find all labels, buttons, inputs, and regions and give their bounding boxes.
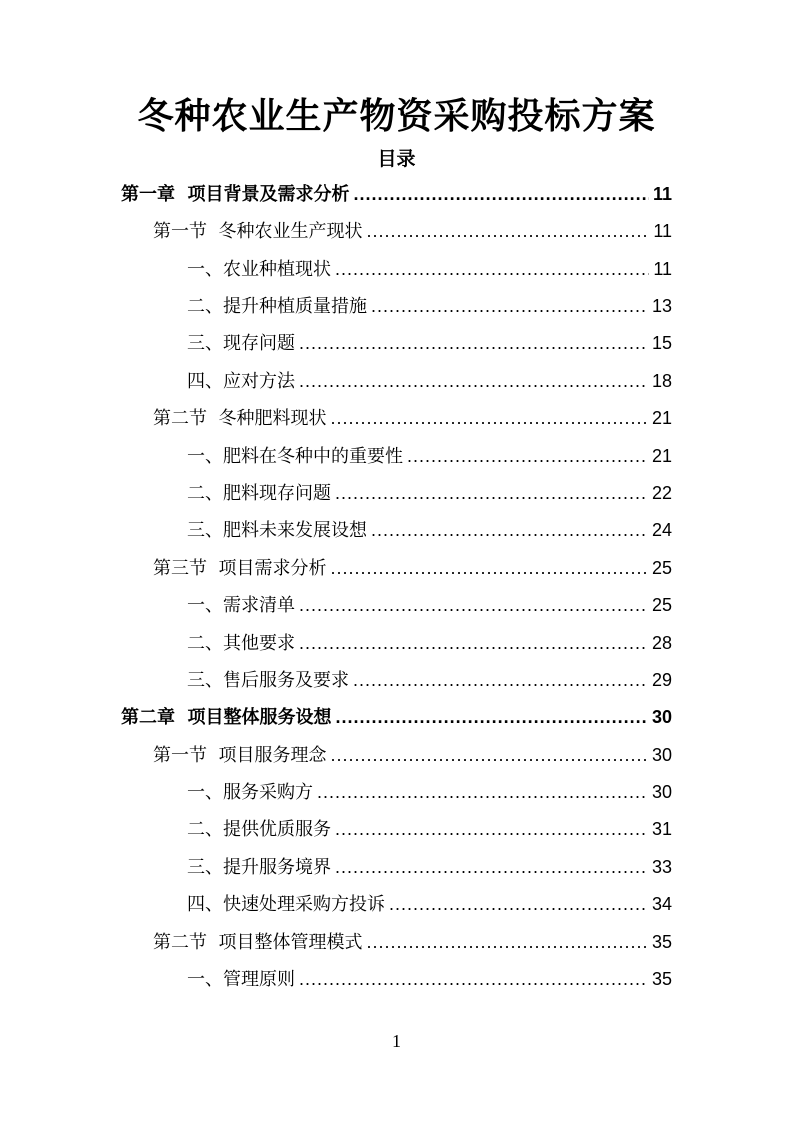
toc-leader-dots [354,179,649,209]
toc-leader-dots [336,702,648,732]
toc-entry-page: 29 [651,670,672,690]
toc-entry[interactable] [121,179,672,209]
toc-entry[interactable] [187,628,672,658]
toc-entry[interactable] [187,665,672,695]
toc-leader-dots [366,216,649,246]
toc-entry-label: 三、售后服务及要求 [187,670,349,691]
toc-leader-dots [299,328,648,358]
toc-entry-page: 22 [651,483,672,503]
toc-entry[interactable] [187,291,672,321]
toc-entry-page: 11 [653,259,672,279]
toc-entry[interactable] [187,889,672,919]
toc-leader-dots [330,403,648,433]
toc-entry-page: 25 [651,558,672,578]
page-number: 1 [392,1031,401,1051]
toc-leader-dots [299,590,648,620]
document-title: 冬种农业生产物资采购投标方案 [137,96,656,137]
toc-entry[interactable] [187,254,672,284]
toc-leader-dots [299,964,648,994]
toc-entry-label: 第二节 项目整体管理模式 [153,932,363,953]
toc-entry-page: 21 [651,446,672,466]
toc-entry-label: 四、应对方法 [187,371,295,392]
toc-leader-dots [299,366,648,396]
toc-entry-label: 一、农业种植现状 [187,259,331,280]
toc-entry[interactable] [153,927,672,957]
toc-entry-page: 15 [651,333,672,353]
toc-entry[interactable] [187,814,672,844]
toc-leader-dots [335,852,648,882]
toc-entry-label: 三、提升服务境界 [187,857,331,878]
toc-entry-page: 31 [651,819,672,839]
toc-entry-label: 一、需求清单 [187,595,295,616]
toc-entry-page: 18 [651,371,672,391]
toc-entry[interactable] [187,366,672,396]
toc-entry[interactable] [187,478,672,508]
toc-entry-page: 13 [651,296,672,316]
toc-entry[interactable] [187,515,672,545]
toc-entry-page: 35 [651,969,672,989]
toc-entry[interactable] [121,702,672,732]
toc-entry[interactable] [187,852,672,882]
toc-leader-dots [335,814,648,844]
toc-entry-label: 二、提供优质服务 [187,819,331,840]
toc-entry-page: 30 [651,745,672,765]
toc-entry-label: 三、现存问题 [187,333,295,354]
toc-entry-label: 一、管理原则 [187,969,295,990]
toc-entry-label: 二、肥料现存问题 [187,483,331,504]
toc-entry-label: 第二章 项目整体服务设想 [121,707,332,728]
toc-entry[interactable] [187,328,672,358]
toc-leader-dots [389,889,648,919]
toc-leader-dots [366,927,648,957]
toc-entry-label: 三、肥料未来发展设想 [187,520,367,541]
toc-entry-label: 第三节 项目需求分析 [153,558,327,579]
toc-entry-label: 第一章 项目背景及需求分析 [121,184,350,205]
toc-entry-label: 第一节 项目服务理念 [153,745,327,766]
toc-entry[interactable] [187,441,672,471]
toc-entry[interactable] [153,403,672,433]
toc-entry-page: 11 [652,184,672,204]
toc-entry-page: 30 [651,707,672,727]
toc-entry-label: 第二节 冬种肥料现状 [153,408,327,429]
toc-entry-page: 25 [651,595,672,615]
toc-entry-page: 24 [651,520,672,540]
toc-heading: 目录 [377,148,416,170]
toc-entry-page: 11 [653,221,672,241]
toc-entry-page: 28 [651,633,672,653]
toc-leader-dots [299,628,648,658]
toc-leader-dots [330,740,648,770]
toc-entry[interactable] [187,590,672,620]
toc-entry-label: 一、服务采购方 [187,782,313,803]
toc-entry-label: 第一节 冬种农业生产现状 [153,221,363,242]
toc-leader-dots [371,515,648,545]
toc-entry-page: 34 [651,894,672,914]
toc-entry[interactable] [153,740,672,770]
toc-entry[interactable] [187,777,672,807]
toc-leader-dots [335,478,648,508]
toc-leader-dots [335,254,649,284]
toc-entry-label: 二、其他要求 [187,633,295,654]
toc-leader-dots [371,291,648,321]
toc-leader-dots [407,441,648,471]
toc-entry[interactable] [153,553,672,583]
toc-leader-dots [330,553,648,583]
toc-entry[interactable] [187,964,672,994]
toc-entry-label: 四、快速处理采购方投诉 [187,894,385,915]
toc-entry-page: 30 [651,782,672,802]
toc-entry-page: 21 [651,408,672,428]
toc-leader-dots [353,665,648,695]
toc-entry-page: 35 [651,932,672,952]
toc-entry-label: 二、提升种植质量措施 [187,296,367,317]
toc-entry-page: 33 [651,857,672,877]
toc-leader-dots [317,777,648,807]
toc-entry-label: 一、肥料在冬种中的重要性 [187,446,403,467]
toc-entry[interactable] [153,216,672,246]
